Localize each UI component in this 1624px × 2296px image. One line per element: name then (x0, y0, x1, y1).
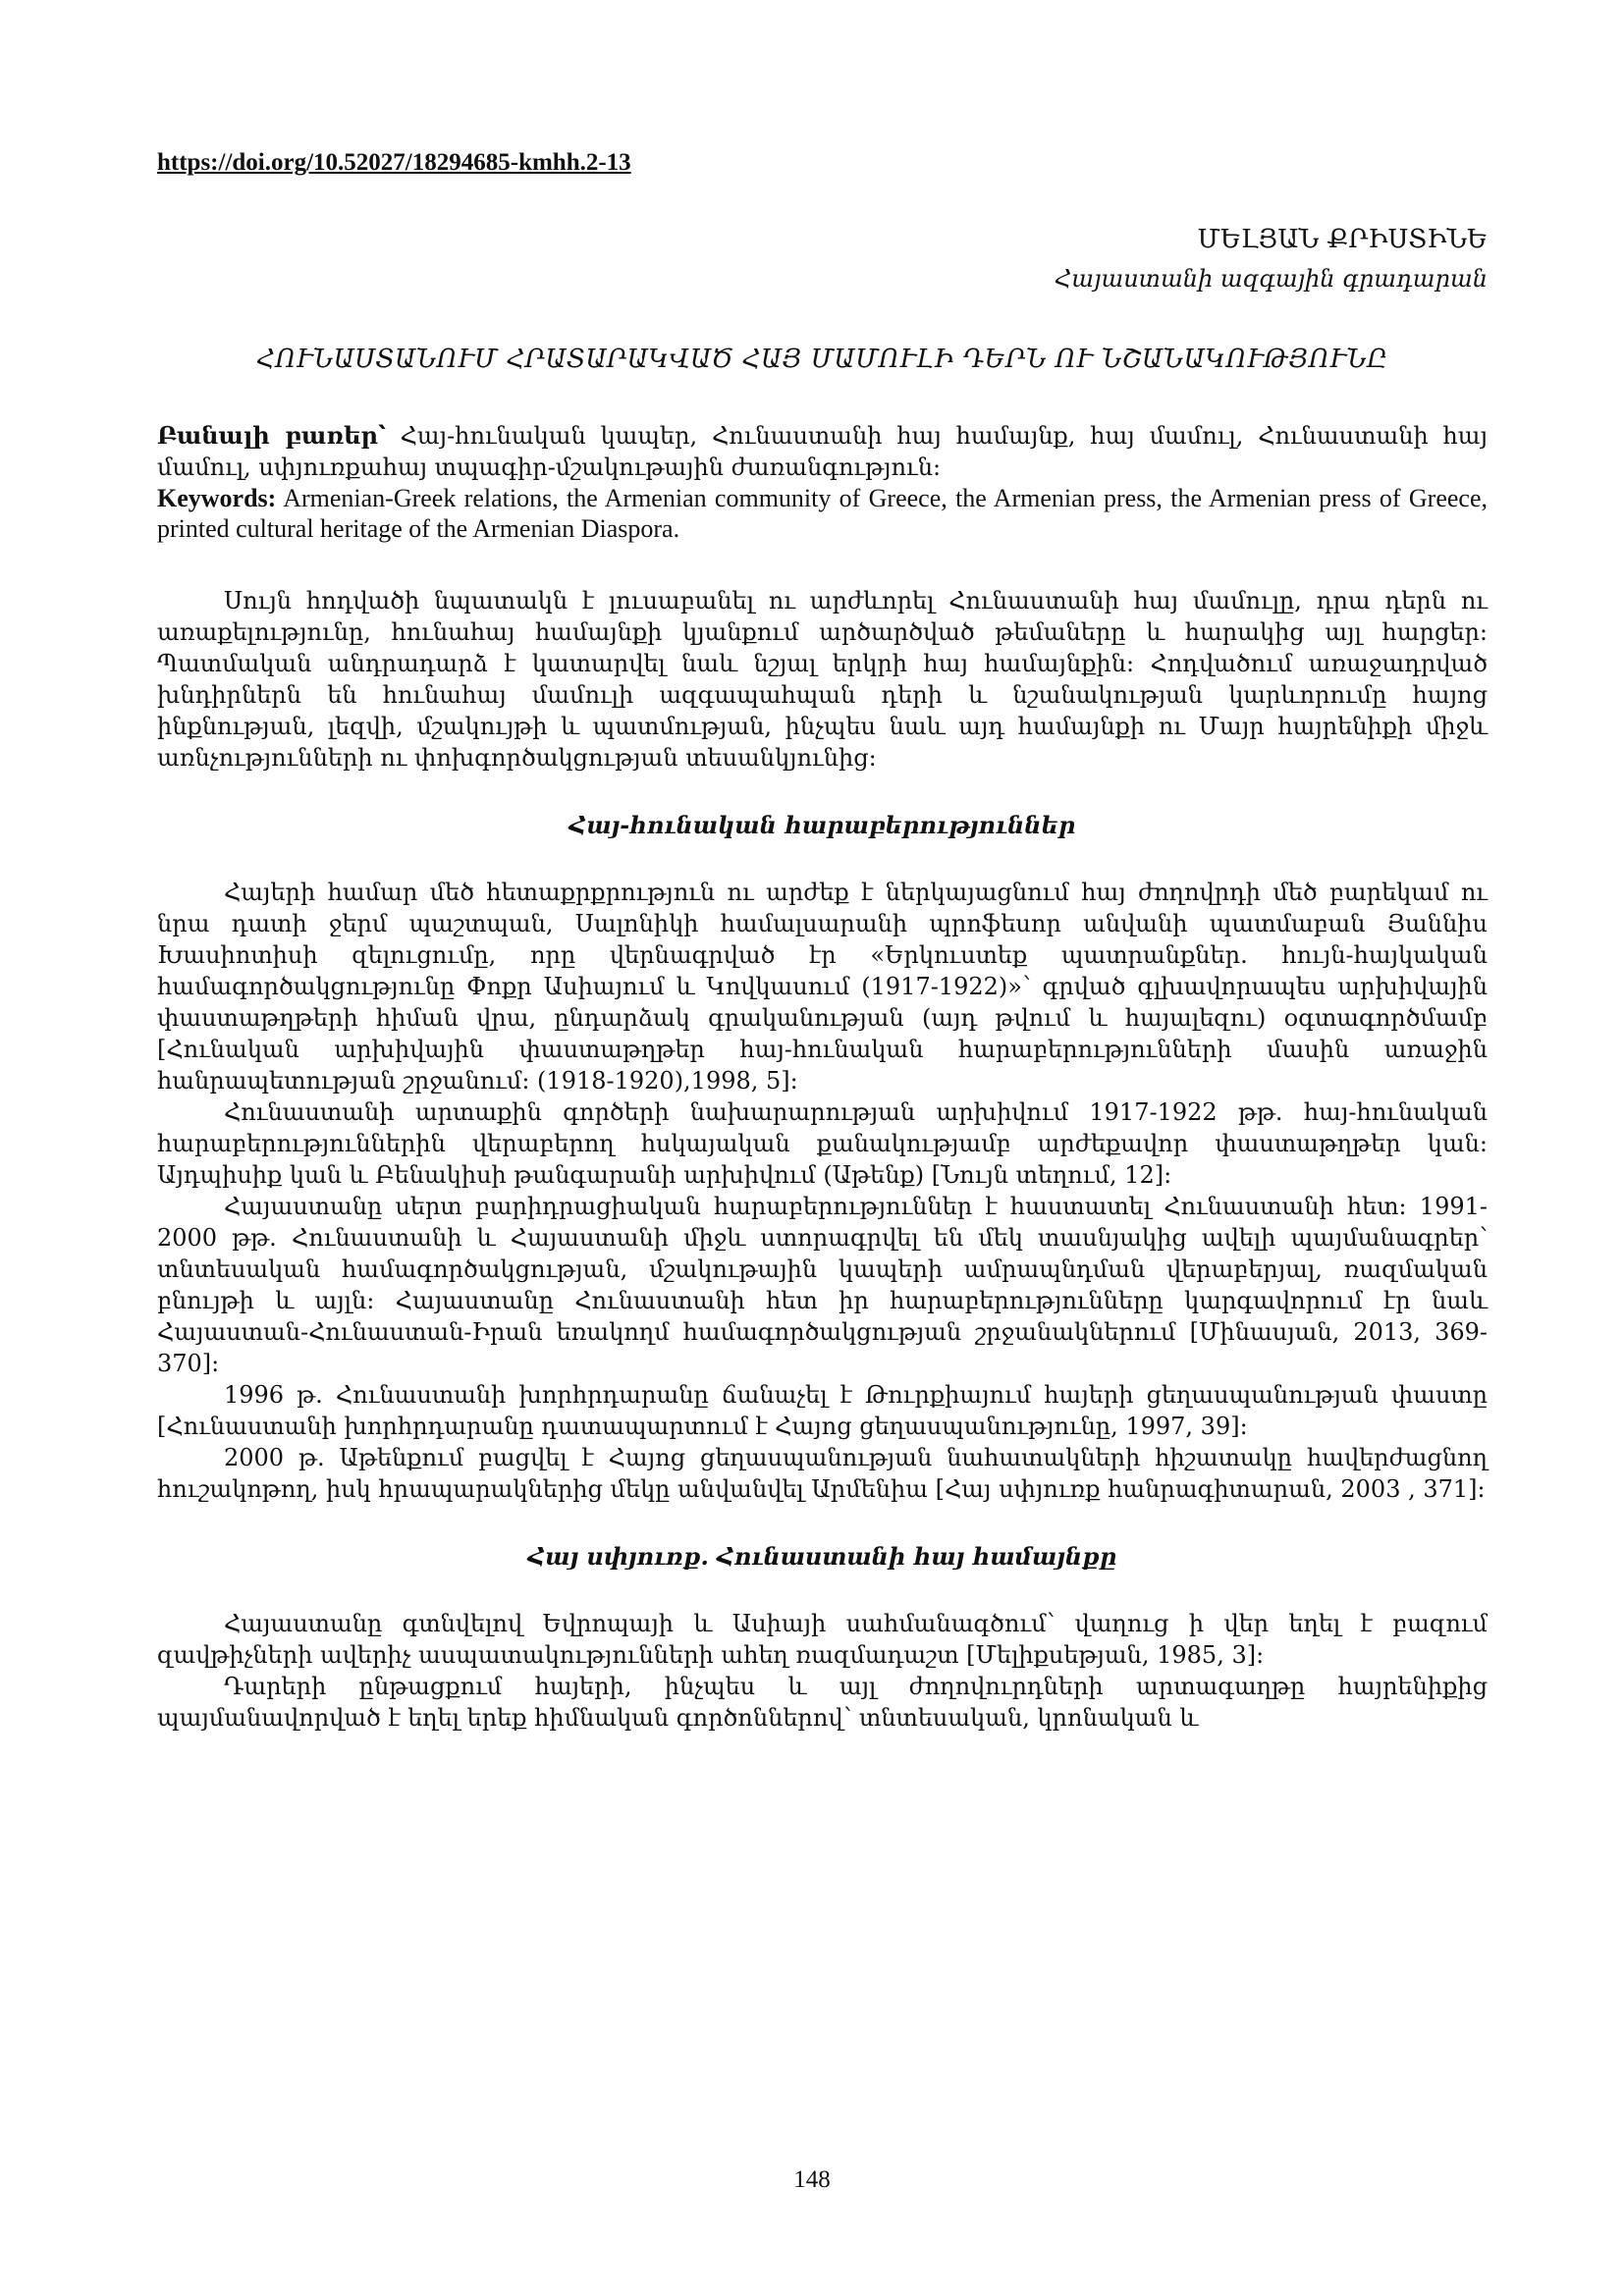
author-affiliation: Հայաստանի ազգային գրադարան (1055, 265, 1488, 293)
keywords-english (157, 483, 1488, 544)
paragraph: Դարերի ընթացքում հայերի, ինչպես և այլ ժողովուրդների արտագաղթը հայրենիքից պայմանավորված է եղել երեք հիմնական գործոններով՝ տնտեսական, կրոնական և (157, 1673, 1488, 1732)
keywords-text-hy: Հայ-հունական կապեր, Հունաստանի հայ համայնք, հայ մամուլ, Հունաստանի հայ մամուլ, սփյուռքահայ տպագիր-մշակութային ժառանգություն: (157, 422, 1488, 481)
paragraph: Հայաստանը սերտ բարիդրացիական հարաբերություններ է հաստատել Հունաստանի հետ: 1991-2000 թթ. Հունաստանի և Հայաստանի միջև ստորագրվել են մեկ տասնյակից ավելի պայմանագրեր՝ տնտեսական համագործակցության, մշակութային կապերի ամրապնդման վերաբերյալ, ռազմական բնույթի և այլն: Հայաստանը Հունաստանի հետ իր հարաբերությունները կարգավորում էր նաև Հայաստան-Հունաստան-Իրան եռակողմ համագործակցության շրջանակներում [Մինասյան, 2013, 369-370]: (157, 1193, 1488, 1377)
document-page (157, 147, 1488, 1734)
paragraph: Հայաստանը գտնվելով Եվրոպայի և Ասիայի սահմանագծում՝ վաղուց ի վեր եղել է բազում զավթիչների ավերիչ ասպատակությունների ահեղ ռազմադաշտ [Մելիքսեթյան, 1985, 3]: (157, 1610, 1488, 1669)
doi-link[interactable]: https://doi.org/10.52027/18294685-kmhh.2-13 (157, 149, 631, 176)
section-heading-relations: Հայ-հունական հարաբերություններ (568, 811, 1076, 839)
keywords-label-hy: Բանալի բառեր՝ (157, 421, 386, 450)
keywords-text-en: Armenian-Greek relations, the Armenian community of Greece, the Armenian press, the Armenian press of Greece, printed cultural heritage of the Armenian Diaspora. (157, 484, 1488, 543)
keywords-label-en: Keywords: (157, 484, 277, 512)
paragraph: 1996 թ. Հունաստանի խորհրդարանը ճանաչել է Թուրքիայում հայերի ցեղասպանության փաստը [Հունաստանի խորհրդարանը դատապարտում է Հայոց ցեղասպանությունը, 1997, 39]: (157, 1381, 1488, 1440)
page-number: 148 (793, 2166, 831, 2193)
section-heading-diaspora: Հայ սփյուռք. Հունաստանի հայ համայնքը (527, 1542, 1117, 1571)
paragraph: 2000 թ. Աթենքում բացվել է Հայոց ցեղասպանության նահատակների հիշատակը հավերժացնող հուշակոթող, իսկ հրապարակներից մեկը անվանվել Արմենիա [Հայ սփյուռք հանրագիտարան, 2003 , 371]: (157, 1444, 1488, 1503)
intro-paragraph: Սույն հոդվածի նպատակն է լուսաբանել ու արժևորել Հունաստանի հայ մամուլը, դրա դերն ու առաքելությունը, հունահայ համայնքի կյանքում արծարծված թեմաները և հարակից այլ հարցեր: Պատմական անդրադարձ է կատարվել նաև նշյալ երկրի հայ համայնքին: Հոդվածում առաջադրված խնդիրներն են հունահայ մամուլի ազգապահպան դերի և նշանակության կարևորումը հայոց ինքնության, լեզվի, մշակույթի և պատմության, ինչպես նաև այդ համայնքի ու Մայր հայրենիքի միջև առնչությունների ու փոխգործակցության տեսանկյունից: (157, 587, 1488, 772)
paragraph: Հայերի համար մեծ հետաքրքրություն ու արժեք է ներկայացնում հայ ժողովրդի մեծ բարեկամ ու նրա դատի ջերմ պաշտպան, Սալոնիկի համալսարանի պրոֆեսոր անվանի պատմաբան Յաննիս Խասիոտիսի զելուցումը, որը վերնագրված էր «Երկուստեք պատրանքներ. հույն-հայկական համագործակցությունը Փոքր Ասիայում և Կովկասում (1917-1922)»՝ գրված գլխավորապես արխիվային փաստաթղթերի հիման վրա, ընդարձակ գրականության (այդ թվում և հայալեզու) օգտագործմամբ [Հունական արխիվային փաստաթղթեր հայ-հունական հարաբերությունների մասին առաջին հանրապետության շրջանում: (1918-1920),1998, 5]: (157, 879, 1488, 1095)
author-name: ՄԵԼՅԱՆ ՔՐԻՍՏԻՆԵ (1197, 225, 1488, 254)
paragraph: Հունաստանի արտաքին գործերի նախարարության արխիվում 1917-1922 թթ. հայ-հունական հարաբերություններին վերաբերող հսկայական քանակությամբ արժեքավոր փաստաթղթեր կան: Այդպիսիք կան և Բենակիսի թանգարանի արխիվում (Աթենք) [Նույն տեղում, 12]: (157, 1098, 1488, 1189)
keywords-armenian (157, 420, 1488, 483)
article-title: ՀՈՒՆԱՍՏԱՆՈՒՄ ՀՐԱՏԱՐԱԿՎԱԾ ՀԱՅ ՄԱՄՈՒԼԻ ԴԵՐՆ ՈՒ ՆՇԱՆԱԿՈՒԹՅՈՒՆԸ (256, 345, 1388, 374)
